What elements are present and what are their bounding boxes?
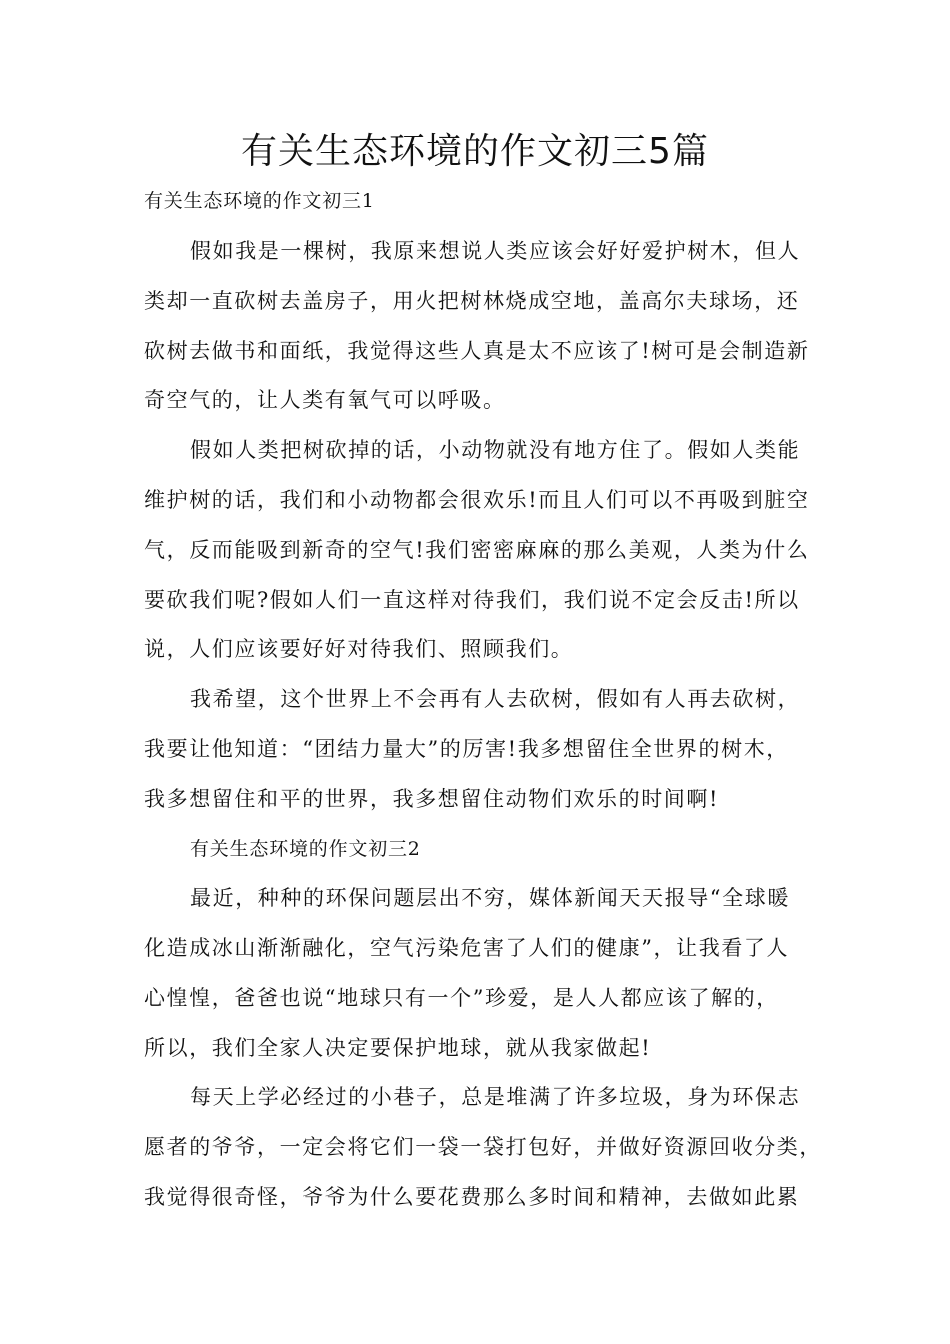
paragraph-line: 气，反而能吸到新奇的空气!我们密密麻麻的那么美观，人类为什么	[144, 538, 810, 562]
paragraph-line: 类却一直砍树去盖房子，用火把树林烧成空地，盖高尔夫球场，还	[144, 289, 800, 313]
paragraph-line: 说，人们应该要好好对待我们、照顾我们。	[144, 637, 574, 661]
paragraph-line: 最近，种种的环保问题层出不穷，媒体新闻天天报导“全球暖	[190, 886, 790, 910]
paragraph-line: 要砍我们呢?假如人们一直这样对待我们，我们说不定会反击!所以	[144, 588, 800, 612]
paragraph-line: 奇空气的，让人类有氧气可以呼吸。	[144, 388, 506, 412]
paragraph-line: 每天上学必经过的小巷子，总是堆满了许多垃圾，身为环保志	[190, 1085, 801, 1109]
paragraph-line: 我觉得很奇怪，爷爷为什么要花费那么多时间和精神，去做如此累	[144, 1185, 800, 1209]
paragraph-line: 我多想留住和平的世界，我多想留住动物们欢乐的时间啊!	[144, 787, 720, 811]
paragraph-line: 假如我是一棵树，我原来想说人类应该会好好爱护树木，但人	[190, 239, 801, 263]
section-1-heading: 有关生态环境的作文初三1	[144, 190, 375, 212]
paragraph-line: 砍树去做书和面纸，我觉得这些人真是太不应该了!树可是会制造新	[144, 339, 810, 363]
paragraph-line: 我希望，这个世界上不会再有人去砍树，假如有人再去砍树，	[190, 687, 801, 711]
section-2-heading: 有关生态环境的作文初三2	[190, 838, 421, 860]
paragraph-line: 化造成冰山渐渐融化，空气污染危害了人们的健康”，让我看了人	[144, 936, 790, 960]
paragraph-line: 维护树的话，我们和小动物都会很欢乐!而且人们可以不再吸到脏空	[144, 488, 810, 512]
document-title: 有关生态环境的作文初三5篇	[241, 131, 709, 172]
paragraph-line: 我要让他知道：“团结力量大”的厉害!我多想留住全世界的树木，	[144, 737, 789, 761]
paragraph-line: 所以，我们全家人决定要保护地球，就从我家做起!	[144, 1036, 652, 1060]
paragraph-line: 假如人类把树砍掉的话，小动物就没有地方住了。假如人类能	[190, 438, 801, 462]
paragraph-line: 心惶惶，爸爸也说“地球只有一个”珍爱，是人人都应该了解的，	[144, 986, 779, 1010]
paragraph-line: 愿者的爷爷，一定会将它们一袋一袋打包好，并做好资源回收分类，	[144, 1135, 822, 1159]
